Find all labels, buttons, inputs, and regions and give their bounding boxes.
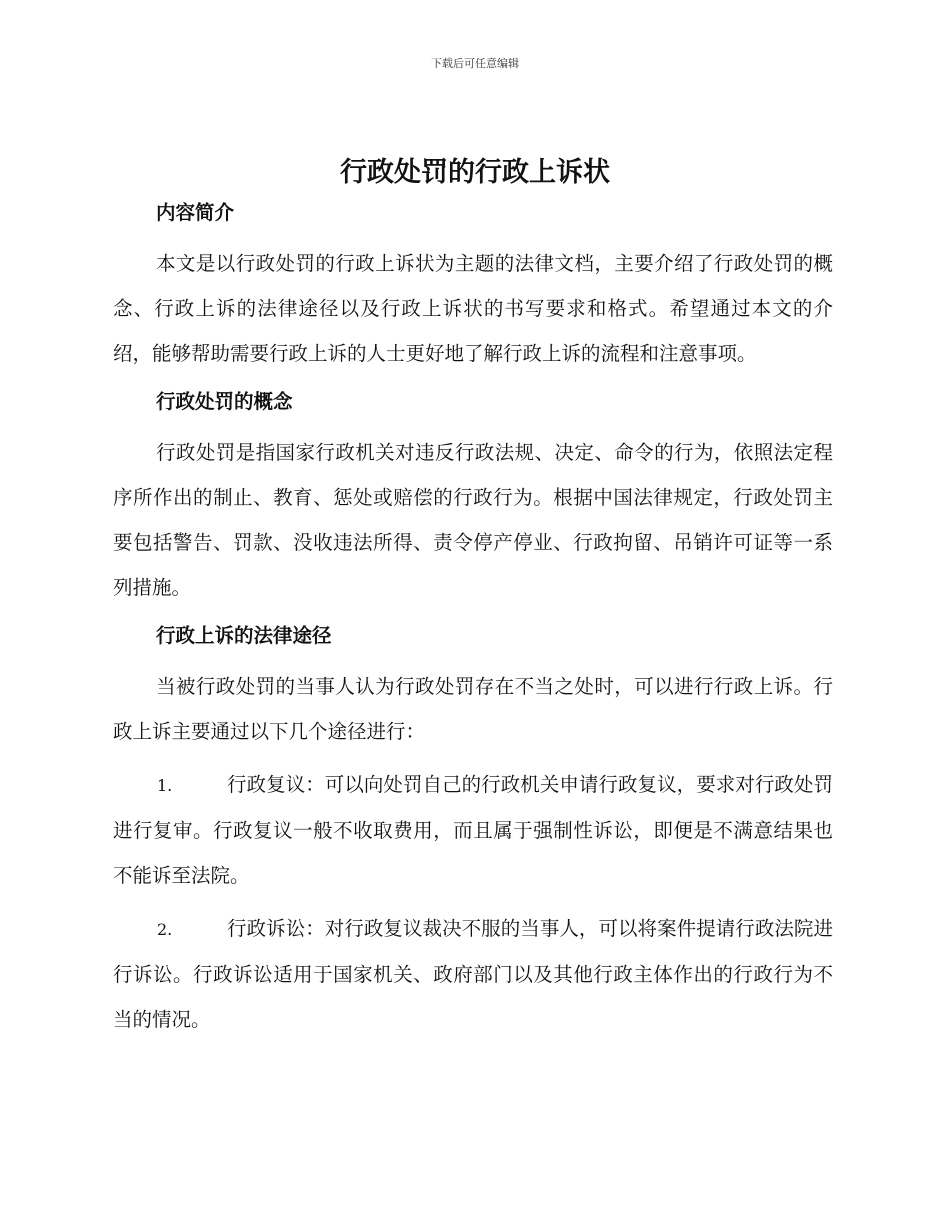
section-heading-appeal-routes: 行政上诉的法律途径 <box>156 624 332 647</box>
section-heading-intro: 内容简介 <box>156 201 235 224</box>
list-item <box>113 906 833 1042</box>
section-paragraph-concept: 行政处罚是指国家行政机关对违反行政法规、决定、命令的行为，依照法定程序所作出的制止、教育、惩处或赔偿的行政行为。根据中国法律规定，行政处罚主要包括警告、罚款、没收违法所得、责令停产停业、行政拘留、吊销许可证等一系列措施。 <box>113 441 833 599</box>
document-title: 行政处罚的行政上诉状 <box>340 157 610 188</box>
section-heading-concept: 行政处罚的概念 <box>156 390 293 413</box>
document-body <box>113 195 833 1050</box>
header-note: 下载后可任意编辑 <box>431 57 519 70</box>
list-item-text: 行政诉讼：对行政复议裁决不服的当事人，可以将案件提请行政法院进行诉讼。行政诉讼适用于国家机关、政府部门以及其他行政主体作出的行政行为不当的情况。 <box>113 917 833 1031</box>
section-paragraph-appeal-routes: 当被行政处罚的当事人认为行政处罚存在不当之处时，可以进行行政上诉。行政上诉主要通过以下几个途径进行： <box>113 675 833 743</box>
section-paragraph-intro: 本文是以行政处罚的行政上诉状为主题的法律文档，主要介绍了行政处罚的概念、行政上诉的法律途径以及行政上诉状的书写要求和格式。希望通过本文的介绍，能够帮助需要行政上诉的人士更好地了解行政上诉的流程和注意事项。 <box>113 252 833 365</box>
list-item-number: 2. <box>157 920 173 939</box>
list-item-text: 行政复议：可以向处罚自己的行政机关申请行政复议，要求对行政处罚进行复审。行政复议一般不收取费用，而且属于强制性诉讼，即便是不满意结果也不能诉至法院。 <box>113 773 833 887</box>
list-item-number: 1. <box>157 776 173 795</box>
list-item <box>113 762 833 898</box>
